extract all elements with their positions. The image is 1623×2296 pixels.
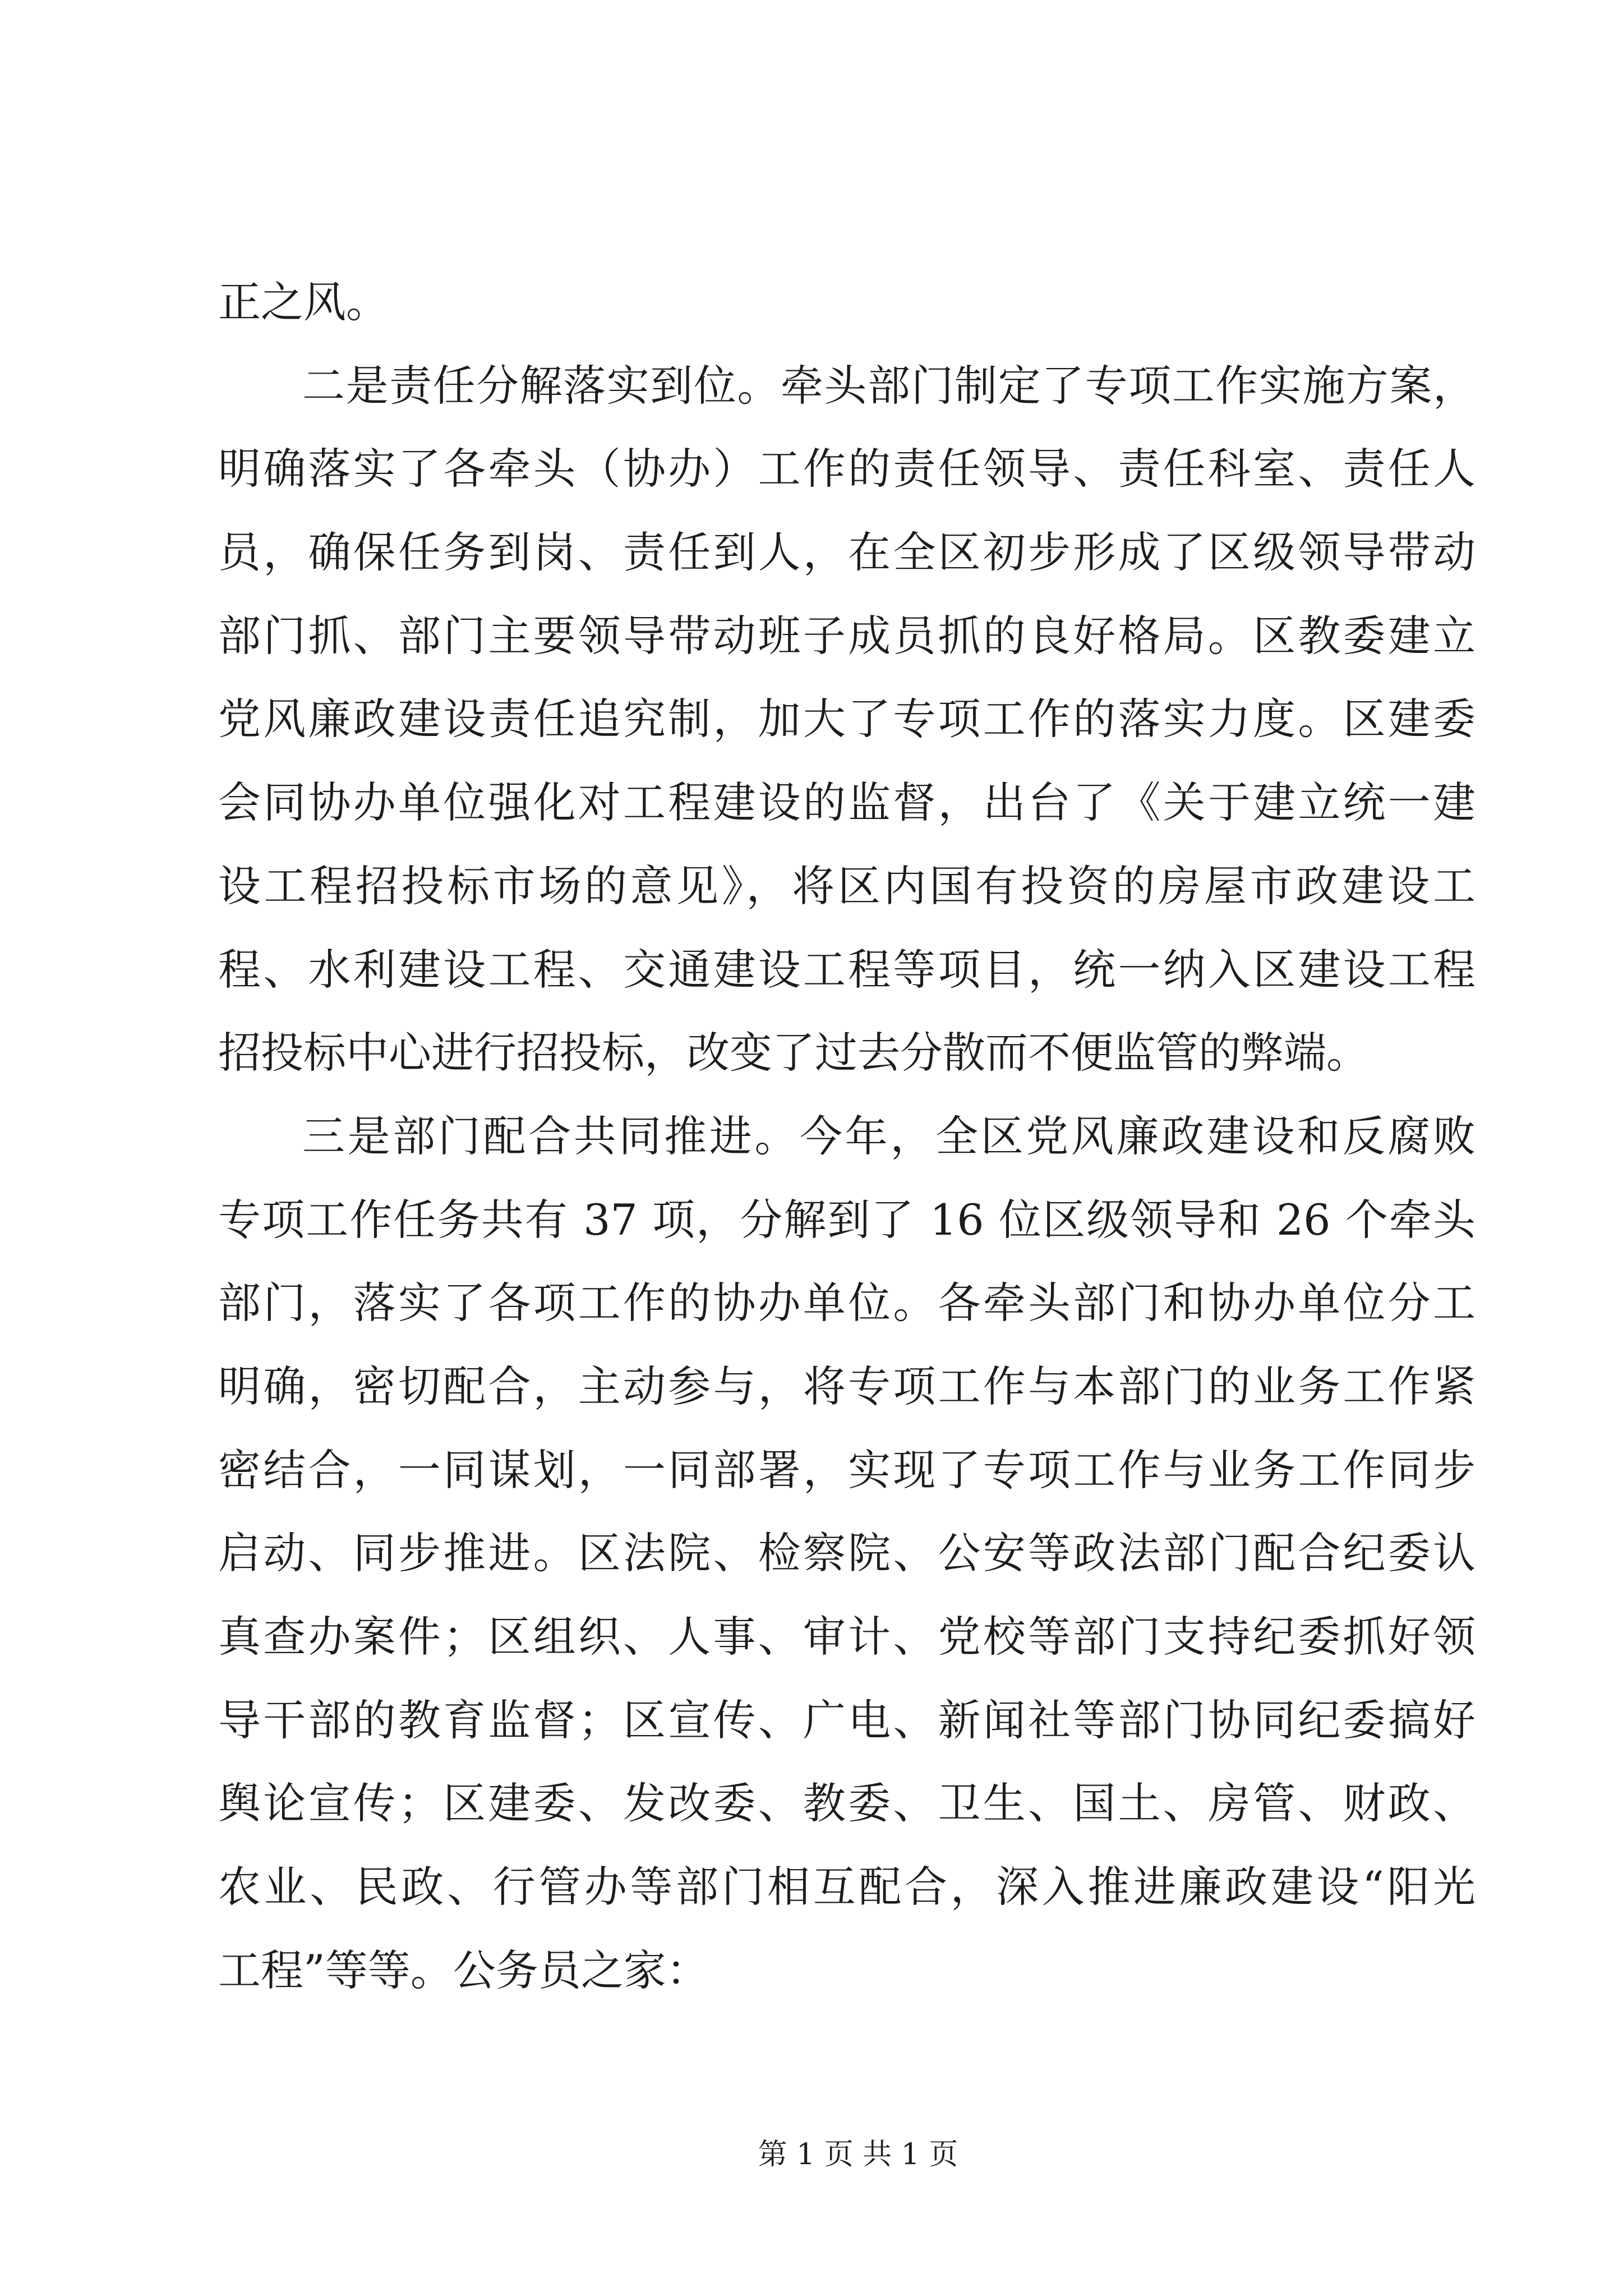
text-line: 明确落实了各牵头（协办）工作的责任领导、责任科室、责任人 (218, 444, 1476, 494)
paragraph (218, 261, 1476, 344)
page-footer: 第 1 页 共 1 页 (758, 2138, 958, 2171)
text-line: 设工程招投标市场的意见》，将区内国有投资的房屋市政建设工 (218, 861, 1476, 911)
text-line: 舆论宣传；区建委、发改委、教委、卫生、国土、房管、财政、 (218, 1778, 1476, 1829)
paragraph (218, 1095, 1476, 2013)
text-line: 部门，落实了各项工作的协办单位。各牵头部门和协办单位分工 (218, 1278, 1476, 1328)
text-line: 导干部的教育监督；区宣传、广电、新闻社等部门协同纪委搞好 (218, 1695, 1476, 1745)
text-line: 二是责任分解落实到位。牵头部门制定了专项工作实施方案， (302, 360, 1476, 411)
text-line: 启动、同步推进。区法院、检察院、公安等政法部门配合纪委认 (218, 1528, 1476, 1579)
paragraph (218, 344, 1476, 1095)
text-line: 专项工作任务共有 37 项，分解到了 16 位区级领导和 26 个牵头 (218, 1194, 1476, 1245)
text-line: 党风廉政建设责任追究制，加大了专项工作的落实力度。区建委 (218, 694, 1476, 744)
text-line: 真查办案件；区组织、人事、审计、党校等部门支持纪委抓好领 (218, 1612, 1476, 1662)
text-line: 三是部门配合共同推进。今年，全区党风廉政建设和反腐败 (302, 1111, 1476, 1161)
text-line: 招投标中心进行招投标，改变了过去分散而不便监管的弊端。 (218, 1028, 1369, 1078)
text-line: 工程”等等。公务员之家： (218, 1945, 709, 1995)
text-line: 明确，密切配合，主动参与，将专项工作与本部门的业务工作紧 (218, 1361, 1476, 1411)
text-line: 正之风。 (218, 277, 389, 327)
text-line: 员，确保任务到岗、责任到人，在全区初步形成了区级领导带动 (218, 527, 1476, 578)
text-line: 密结合，一同谋划，一同部署，实现了专项工作与业务工作同步 (218, 1444, 1476, 1495)
text-line: 程、水利建设工程、交通建设工程等项目，统一纳入区建设工程 (218, 944, 1476, 995)
text-line: 部门抓、部门主要领导带动班子成员抓的良好格局。区教委建立 (218, 610, 1476, 661)
text-line: 农业、民政、行管办等部门相互配合，深入推进廉政建设“阳光 (218, 1862, 1476, 1912)
text-line: 会同协办单位强化对工程建设的监督，出台了《关于建立统一建 (218, 777, 1476, 828)
document-body (218, 261, 1476, 2012)
